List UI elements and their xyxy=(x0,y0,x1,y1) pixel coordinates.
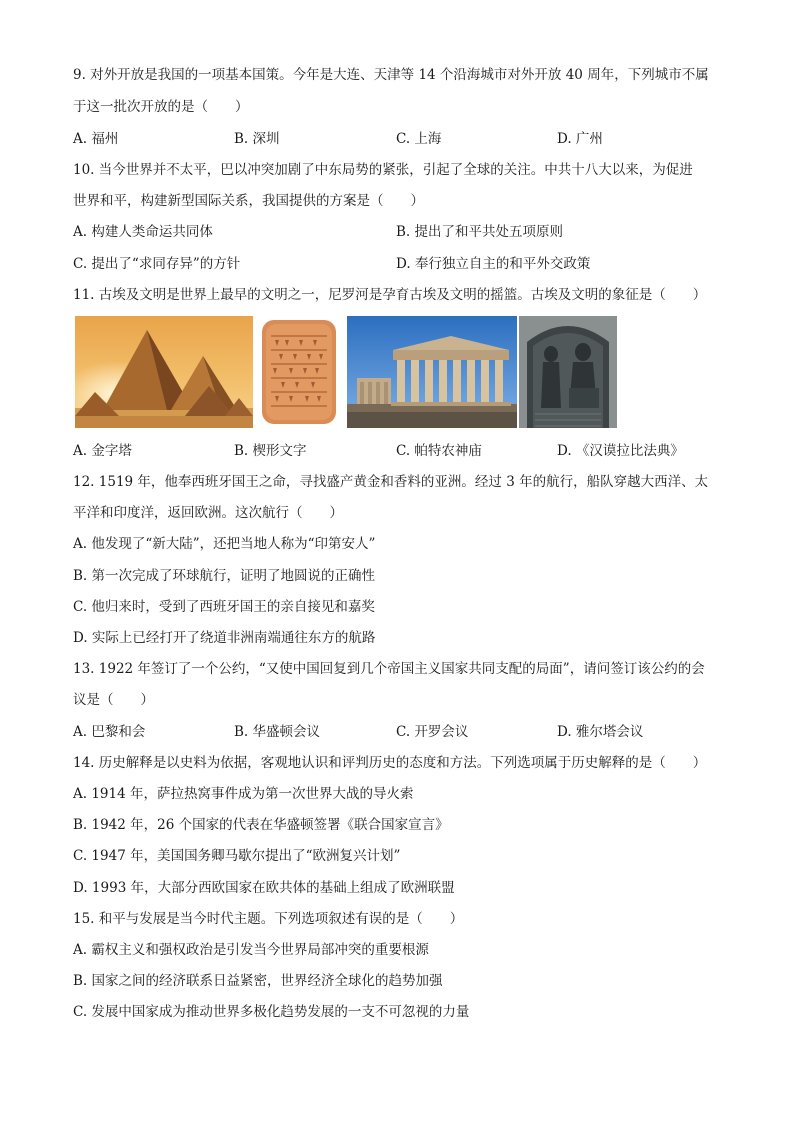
q14-stem-line1: 14. 历史解释是以史料为依据，客观地认识和评判历史的态度和方法。下列选项属于历史解释的是（ ） xyxy=(73,755,707,771)
cuneiform-tablet-image xyxy=(259,316,339,428)
q15-option-b: B. 国家之间的经济联系日益紧密，世界经济全球化的趋势加强 xyxy=(73,973,443,989)
q13-stem-line1: 13. 1922 年签订了一个公约，“又使中国回复到几个帝国主义国家共同支配的局面”，请问签订该公约的会 xyxy=(73,661,705,677)
q10-option-b: B. 提出了和平共处五项原则 xyxy=(396,224,564,240)
q9-stem-line2: 于这一批次开放的是（ ） xyxy=(73,99,249,115)
hammurabi-stele-image xyxy=(519,316,617,428)
q9-option-a: A. 福州 xyxy=(73,131,119,147)
parthenon-image xyxy=(347,316,517,428)
q11-option-c: C. 帕特农神庙 xyxy=(396,443,482,459)
q14-option-b: B. 1942 年，26 个国家的代表在华盛顿签署《联合国家宣言》 xyxy=(73,817,449,833)
q13-option-d: D. 雅尔塔会议 xyxy=(557,724,644,740)
q15-option-a: A. 霸权主义和强权政治是引发当今世界局部冲突的重要根源 xyxy=(73,942,429,958)
q14-option-a: A. 1914 年，萨拉热窝事件成为第一次世界大战的导火索 xyxy=(73,786,414,802)
q12-option-a: A. 他发现了“新大陆”，还把当地人称为“印第安人” xyxy=(73,536,376,552)
q12-option-d: D. 实际上已经打开了绕道非洲南端通往东方的航路 xyxy=(73,630,376,646)
q12-option-b: B. 第一次完成了环球航行，证明了地圆说的正确性 xyxy=(73,568,376,584)
q10-option-c: C. 提出了“求同存异”的方针 xyxy=(73,256,241,272)
q9-option-c: C. 上海 xyxy=(396,131,442,147)
q10-stem-line1: 10. 当今世界并不太平，巴以冲突加剧了中东局势的紧张，引起了全球的关注。中共十八大以来，为促进 xyxy=(73,162,693,178)
q10-stem-line2: 世界和平，构建新型国际关系，我国提供的方案是（ ） xyxy=(73,193,424,209)
q12-stem-line2: 平洋和印度洋，返回欧洲。这次航行（ ） xyxy=(73,505,343,521)
pyramids-image xyxy=(75,316,253,428)
q12-stem-line1: 12. 1519 年，他奉西班牙国王之命，寻找盛产黄金和香料的亚洲。经过 3 年的航行，船队穿越大西洋、太 xyxy=(73,474,709,490)
q11-option-a: A. 金字塔 xyxy=(73,443,132,459)
q9-option-b: B. 深圳 xyxy=(234,131,280,147)
q12-option-c: C. 他归来时，受到了西班牙国王的亲自接见和嘉奖 xyxy=(73,599,375,615)
q11-option-b: B. 楔形文字 xyxy=(234,443,307,459)
q14-option-d: D. 1993 年，大部分西欧国家在欧共体的基础上组成了欧洲联盟 xyxy=(73,880,455,896)
q9-stem-line1: 9. 对外开放是我国的一项基本国策。今年是大连、天津等 14 个沿海城市对外开放 40 周年，下列城市不属 xyxy=(73,67,709,83)
q9-option-d: D. 广州 xyxy=(557,131,603,147)
q13-stem-line2: 议是（ ） xyxy=(73,692,154,708)
q15-stem-line1: 15. 和平与发展是当今时代主题。下列选项叙述有误的是（ ） xyxy=(73,911,464,927)
q14-option-c: C. 1947 年，美国国务卿马歇尔提出了“欧洲复兴计划” xyxy=(73,848,401,864)
q10-option-a: A. 构建人类命运共同体 xyxy=(73,224,213,240)
q13-option-b: B. 华盛顿会议 xyxy=(234,724,321,740)
q15-option-c: C. 发展中国家成为推动世界多极化趋势发展的一支不可忽视的力量 xyxy=(73,1004,470,1020)
q13-option-c: C. 开罗会议 xyxy=(396,724,469,740)
q10-option-d: D. 奉行独立自主的和平外交政策 xyxy=(396,256,591,272)
q13-option-a: A. 巴黎和会 xyxy=(73,724,146,740)
q11-stem-line1: 11. 古埃及文明是世界上最早的文明之一，尼罗河是孕育古埃及文明的摇篮。古埃及文明的象征是（ ） xyxy=(73,287,707,303)
q11-option-d: D. 《汉谟拉比法典》 xyxy=(557,443,684,459)
